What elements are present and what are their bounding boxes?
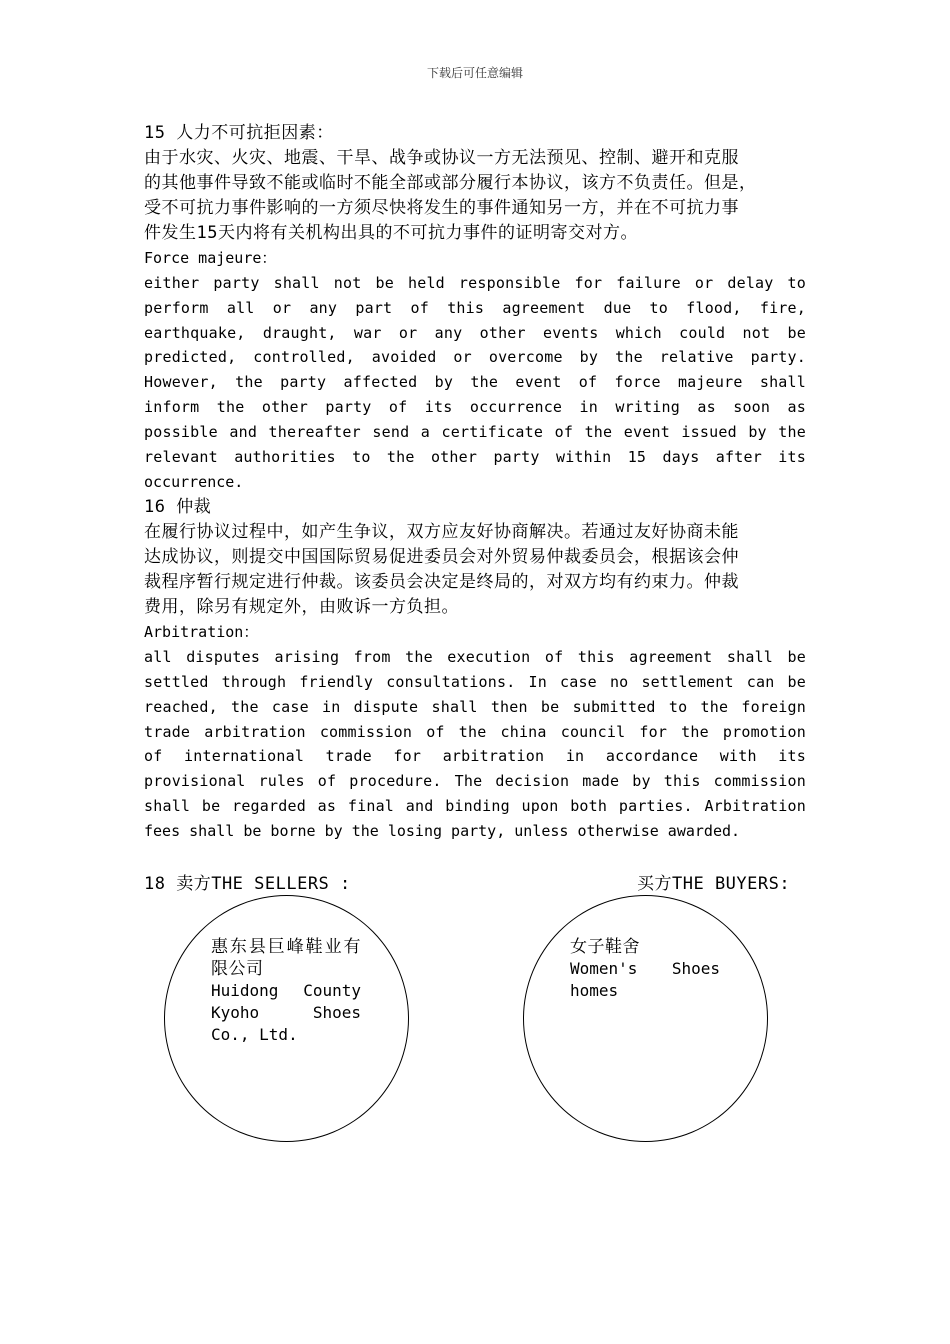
section-16-cn-line: 裁程序暂行规定进行仲裁。该委员会决定是终局的，对双方均有约束力。仲裁 xyxy=(144,571,739,592)
section-16-en-line: settled through friendly consultations. In case no settlement can be xyxy=(144,672,806,691)
buyer-seal-en-line: Women's Shoes xyxy=(570,959,720,978)
section-15-en-line: earthquake, draught, war or any other events which could not be xyxy=(144,323,806,342)
section-15-en-line: perform all or any part of this agreement due to flood, fire, xyxy=(144,298,806,317)
section-15-en-line: However, the party affected by the event of force majeure shall xyxy=(144,373,806,392)
section-16-cn-line: 费用，除另有规定外，由败诉一方负担。 xyxy=(144,596,459,617)
section-16-en-line: of international trade for arbitration in accordance with its xyxy=(144,747,806,766)
section-16-en-line: fees shall be borne by the losing party, unless otherwise awarded. xyxy=(144,822,741,841)
buyers-label: 买方THE BUYERS: xyxy=(637,874,791,894)
seller-seal-en-line: Co., Ltd. xyxy=(211,1025,298,1044)
buyer-seal-en-line: homes xyxy=(570,981,619,1000)
section-15-cn-line: 由于水灾、火灾、地震、干旱、战争或协议一方无法预见、控制、避开和克服 xyxy=(144,147,739,168)
buyer-seal-cn-line: 女子鞋舍 xyxy=(570,937,640,957)
section-16-cn-line: 达成协议，则提交中国国际贸易促进委员会对外贸易仲裁委员会，根据该会仲 xyxy=(144,546,739,567)
seller-seal-en-line: Kyoho Shoes xyxy=(211,1003,361,1022)
section-15-en-line: possible and thereafter send a certificate of the event issued by the xyxy=(144,423,806,442)
section-15-cn-line: 件发生15天内将有关机构出具的不可抗力事件的证明寄交对方。 xyxy=(144,222,638,243)
seller-seal-cn-line: 限公司 xyxy=(211,959,264,979)
seller-seal-cn-line: 惠东县巨峰鞋业有 xyxy=(211,937,361,957)
section-15-en-line: relevant authorities to the other party within 15 days after its xyxy=(144,448,806,467)
section-15-en-line: predicted, controlled, avoided or overcome by the relative party. xyxy=(144,348,806,367)
section-16-en-line: all disputes arising from the execution of this agreement shall be xyxy=(144,647,806,666)
section-15-cn-line: 受不可抗力事件影响的一方须尽快将发生的事件通知另一方，并在不可抗力事 xyxy=(144,197,739,218)
section-16-title: 16 仲裁 xyxy=(144,497,212,518)
seller-seal-en-line: Huidong County xyxy=(211,981,361,1000)
buyer-seal-text xyxy=(570,936,720,1002)
section-16-en-heading: Arbitration： xyxy=(144,622,259,641)
section-16-en-line: provisional rules of procedure. The decision made by this commission xyxy=(144,772,806,791)
section-16-en-line: trade arbitration commission of the china council for the promotion xyxy=(144,722,806,741)
section-15-en-line: occurrence. xyxy=(144,473,244,492)
section-15-cn-line: 的其他事件导致不能或临时不能全部或部分履行本协议，该方不负责任。但是， xyxy=(144,172,757,193)
sellers-label: 18 卖方THE SELLERS : xyxy=(144,874,351,894)
section-16-cn-line: 在履行协议过程中，如产生争议，双方应友好协商解决。若通过友好协商未能 xyxy=(144,522,739,542)
section-15-title: 15 人力不可抗拒因素： xyxy=(144,123,334,143)
contract-body xyxy=(144,121,806,844)
page-header-note: 下载后可任意编辑 xyxy=(426,66,523,80)
section-16-en-line: shall be regarded as final and binding upon both parties. Arbitration xyxy=(144,797,806,816)
buyer-seal-circle xyxy=(523,895,768,1142)
section-16-en-line: reached, the case in dispute shall then be submitted to the foreign xyxy=(144,697,806,716)
section-15-en-line: either party shall not be held responsible for failure or delay to xyxy=(144,273,806,292)
seller-seal-text xyxy=(211,936,361,1046)
signature-row xyxy=(144,872,791,896)
section-15-en-line: inform the other party of its occurrence in writing as soon as xyxy=(144,398,806,417)
section-15-en-heading: Force majeure： xyxy=(144,248,277,267)
